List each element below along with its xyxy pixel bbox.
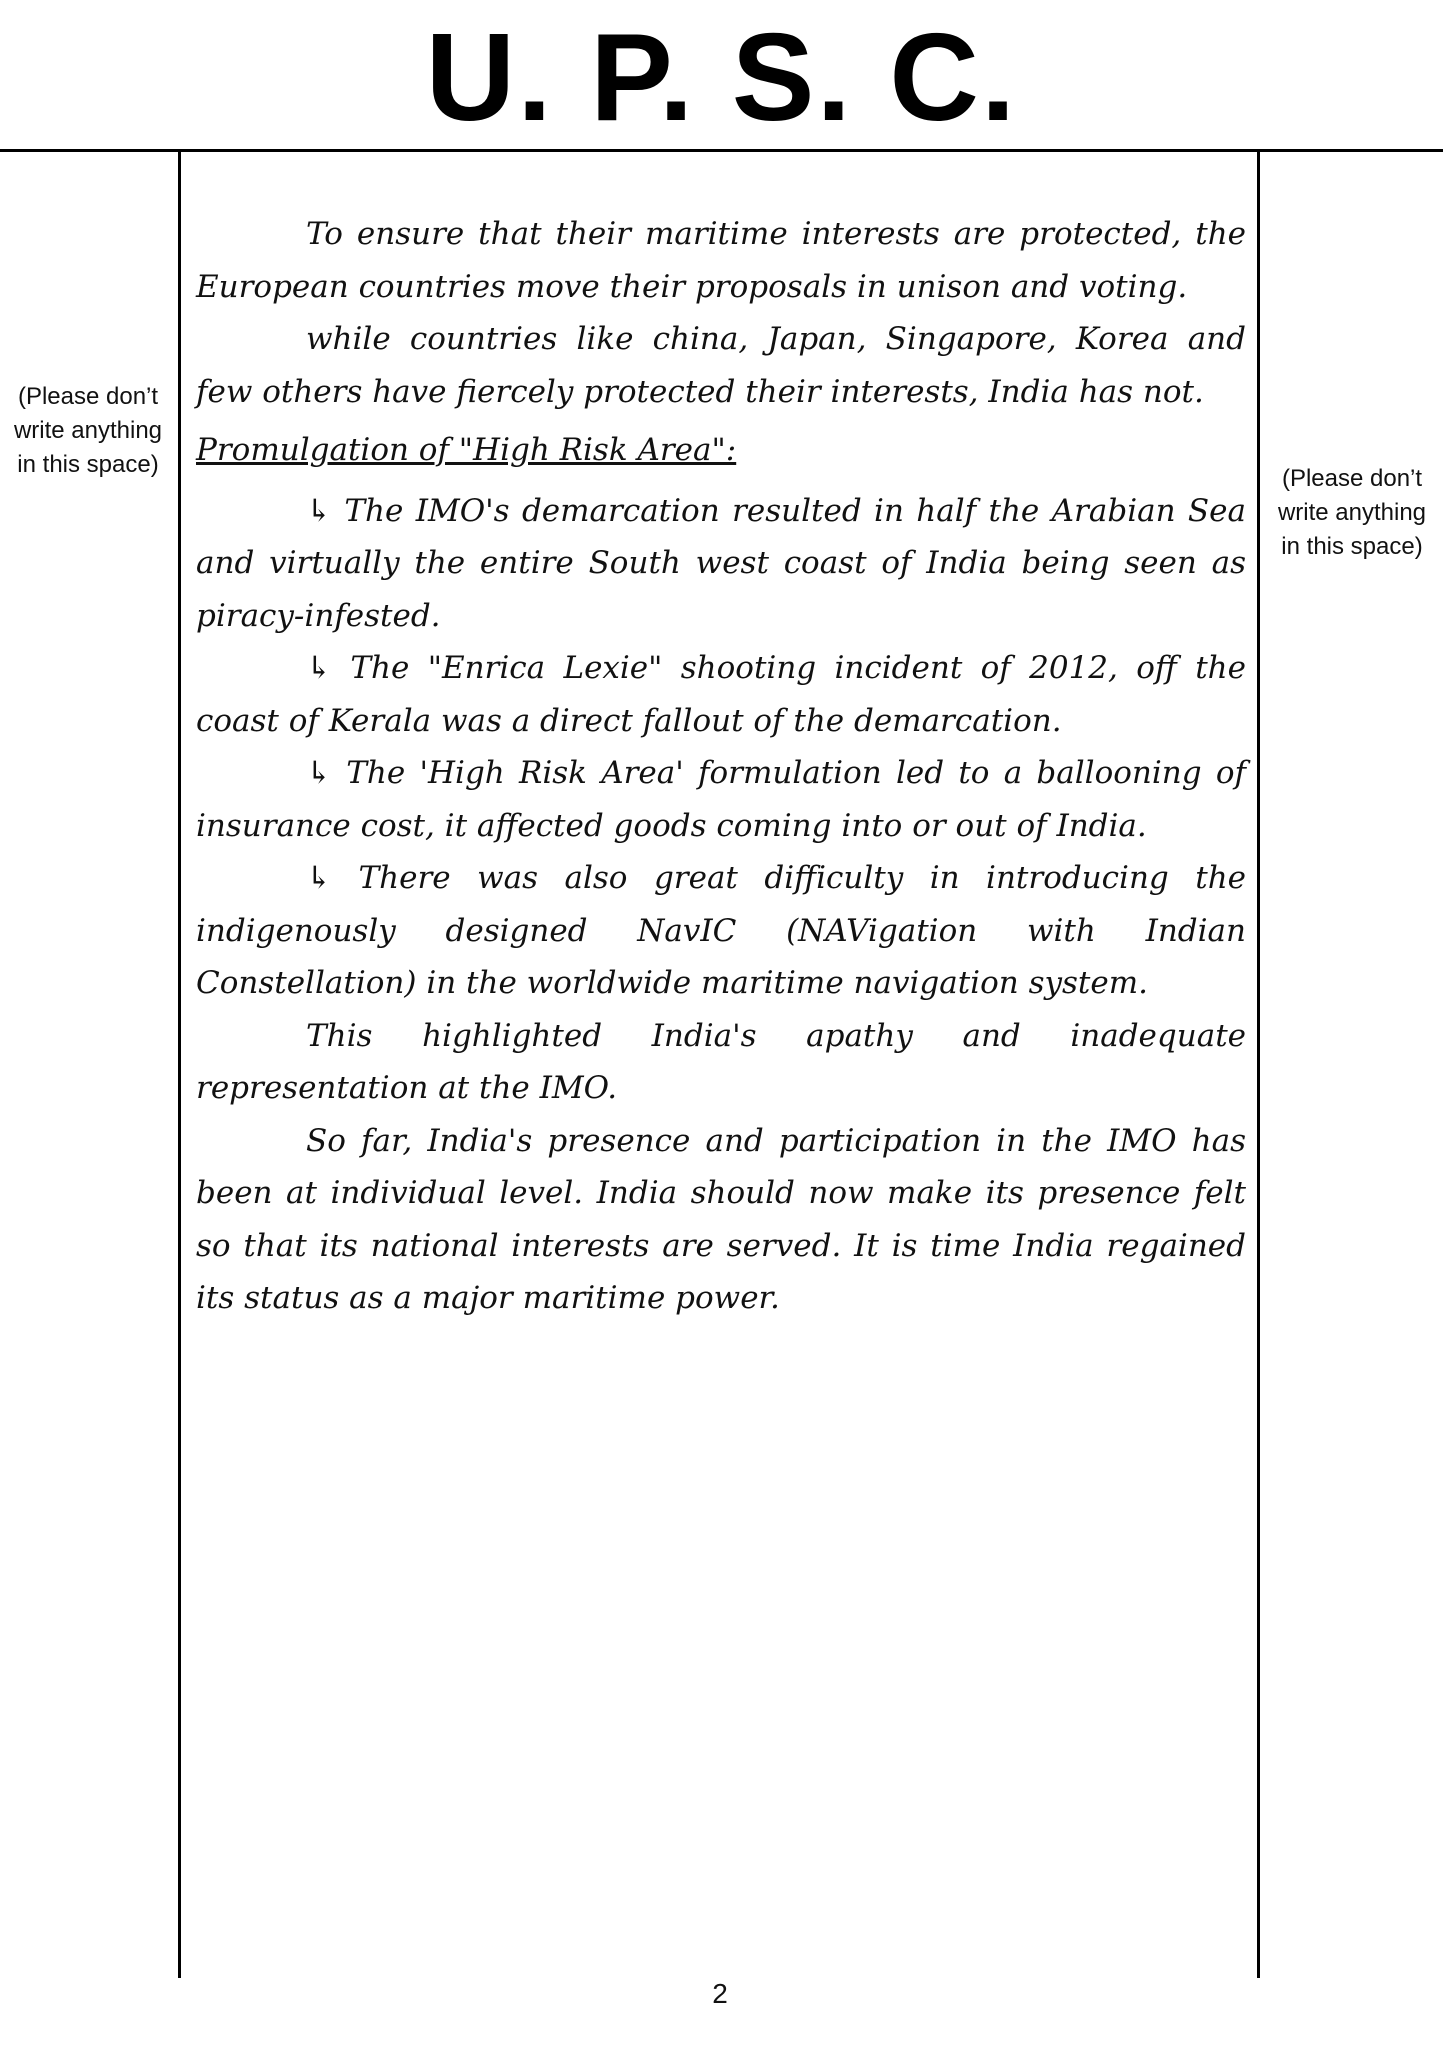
bullet-arrow-icon: ↳	[306, 492, 332, 529]
page-title: U. P. S. C.	[425, 9, 1018, 147]
bullet-arrow-icon: ↳	[306, 860, 332, 896]
bullet-text: The IMO's demarcation resulted in half the Arabian Sea and virtually the entire South west coast of India being seen as piracy-infested.	[196, 492, 1246, 634]
bullet-item-1	[196, 485, 1246, 643]
bullet-arrow-icon: ↳	[306, 650, 332, 686]
bullet-text: There was also great difficulty in introducing the indigenously designed NavIC (NAVigation with Indian Constellation) in the worldwide maritime navigation system.	[196, 860, 1247, 1001]
right-margin-note: (Please don’t write anything in this space)	[1277, 465, 1427, 560]
answer-paragraph-1: To ensure that their maritime interests are protected, the European countries move their proposals in unison and voting.	[196, 216, 1246, 305]
bullet-item-3	[196, 747, 1246, 852]
header-divider	[0, 149, 1443, 152]
right-margin-line	[1257, 152, 1260, 1978]
left-margin-note: (Please don’t write anything in this space)	[13, 383, 163, 478]
handwritten-answer	[196, 208, 1246, 1325]
left-margin-line	[178, 152, 181, 1978]
bullet-text: The "Enrica Lexie" shooting incident of 2012, off the coast of Kerala was a direct fallout of the demarcation.	[196, 650, 1246, 739]
page-number: 2	[712, 1978, 728, 2009]
answer-paragraph-3: This highlighted India's apathy and inadequate representation at the IMO.	[196, 1017, 1246, 1106]
answer-paragraph-4: So far, India's presence and participation in the IMO has been at individual level. India should now make its presence felt so that its national interests are served. It is time India regained its status as a major maritime power.	[196, 1122, 1246, 1316]
section-heading: Promulgation of "High Risk Area":	[196, 432, 737, 468]
bullet-text: The 'High Risk Area' formulation led to a ballooning of insurance cost, it affected goods coming into or out of India.	[196, 755, 1246, 844]
bullet-item-2	[196, 642, 1246, 747]
bullet-item-4	[196, 852, 1246, 1010]
bullet-arrow-icon: ↳	[306, 755, 332, 791]
answer-paragraph-2: while countries like china, Japan, Singapore, Korea and few others have fiercely protected their interests, India has not.	[196, 321, 1246, 410]
